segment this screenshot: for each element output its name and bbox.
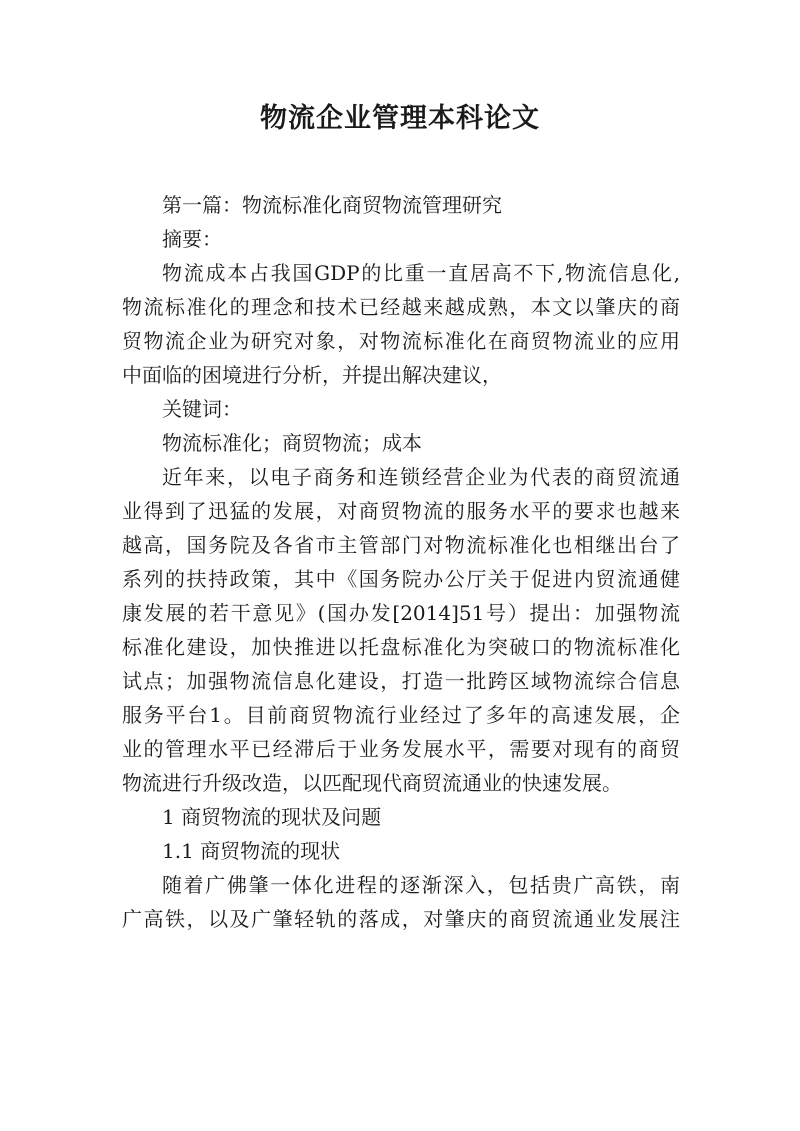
paragraph-line: 第一篇：物流标准化商贸物流管理研究 bbox=[162, 193, 502, 217]
paragraph-line: 服务平台1。目前商贸物流行业经过了多年的高速发展，企 bbox=[122, 703, 680, 727]
document-body bbox=[122, 188, 680, 936]
paragraph-line: 中面临的困境进行分析，并提出解决建议， bbox=[122, 363, 502, 387]
paragraph-line: 康发展的若干意见》(国办发[2014]51号）提出：加强物流 bbox=[122, 601, 680, 625]
paragraph-line: 1.1 商贸物流的现状 bbox=[162, 839, 341, 863]
paragraph-line: 业得到了迅猛的发展，对商贸物流的服务水平的要求也越来 bbox=[122, 499, 680, 523]
paragraph-line: 贸物流企业为研究对象，对物流标准化在商贸物流业的应用 bbox=[122, 329, 680, 353]
document-title: 物流企业管理本科论文 bbox=[260, 103, 540, 134]
paragraph-line: 标准化建设，加快推进以托盘标准化为突破口的物流标准化 bbox=[122, 635, 680, 659]
paragraph-line: 越高，国务院及各省市主管部门对物流标准化也相继出台了 bbox=[122, 533, 680, 557]
paragraph-line: 1 商贸物流的现状及问题 bbox=[162, 805, 382, 829]
paragraph-line: 试点；加强物流信息化建设，打造一批跨区域物流综合信息 bbox=[122, 669, 680, 693]
paragraph-line: 随着广佛肇一体化进程的逐渐深入，包括贵广高铁，南 bbox=[162, 873, 680, 897]
paragraph-line: 业的管理水平已经滞后于业务发展水平，需要对现有的商贸 bbox=[122, 737, 680, 761]
paragraph-line: 摘要： bbox=[162, 227, 222, 251]
paragraph-line: 系列的扶持政策，其中《国务院办公厅关于促进内贸流通健 bbox=[122, 567, 680, 591]
paragraph-line: 物流成本占我国GDP的比重一直居高不下,物流信息化, bbox=[162, 261, 680, 285]
paragraph-line: 物流标准化；商贸物流；成本 bbox=[162, 431, 422, 455]
paragraph-line: 广高铁，以及广肇轻轨的落成，对肇庆的商贸流通业发展注 bbox=[122, 907, 680, 931]
paragraph-line: 物流标准化的理念和技术已经越来越成熟，本文以肇庆的商 bbox=[122, 295, 680, 319]
paragraph-line: 近年来，以电子商务和连锁经营企业为代表的商贸流通 bbox=[162, 465, 680, 489]
paragraph-line: 物流进行升级改造，以匹配现代商贸流通业的快速发展。 bbox=[122, 771, 622, 795]
paragraph-line: 关键词： bbox=[162, 397, 242, 421]
